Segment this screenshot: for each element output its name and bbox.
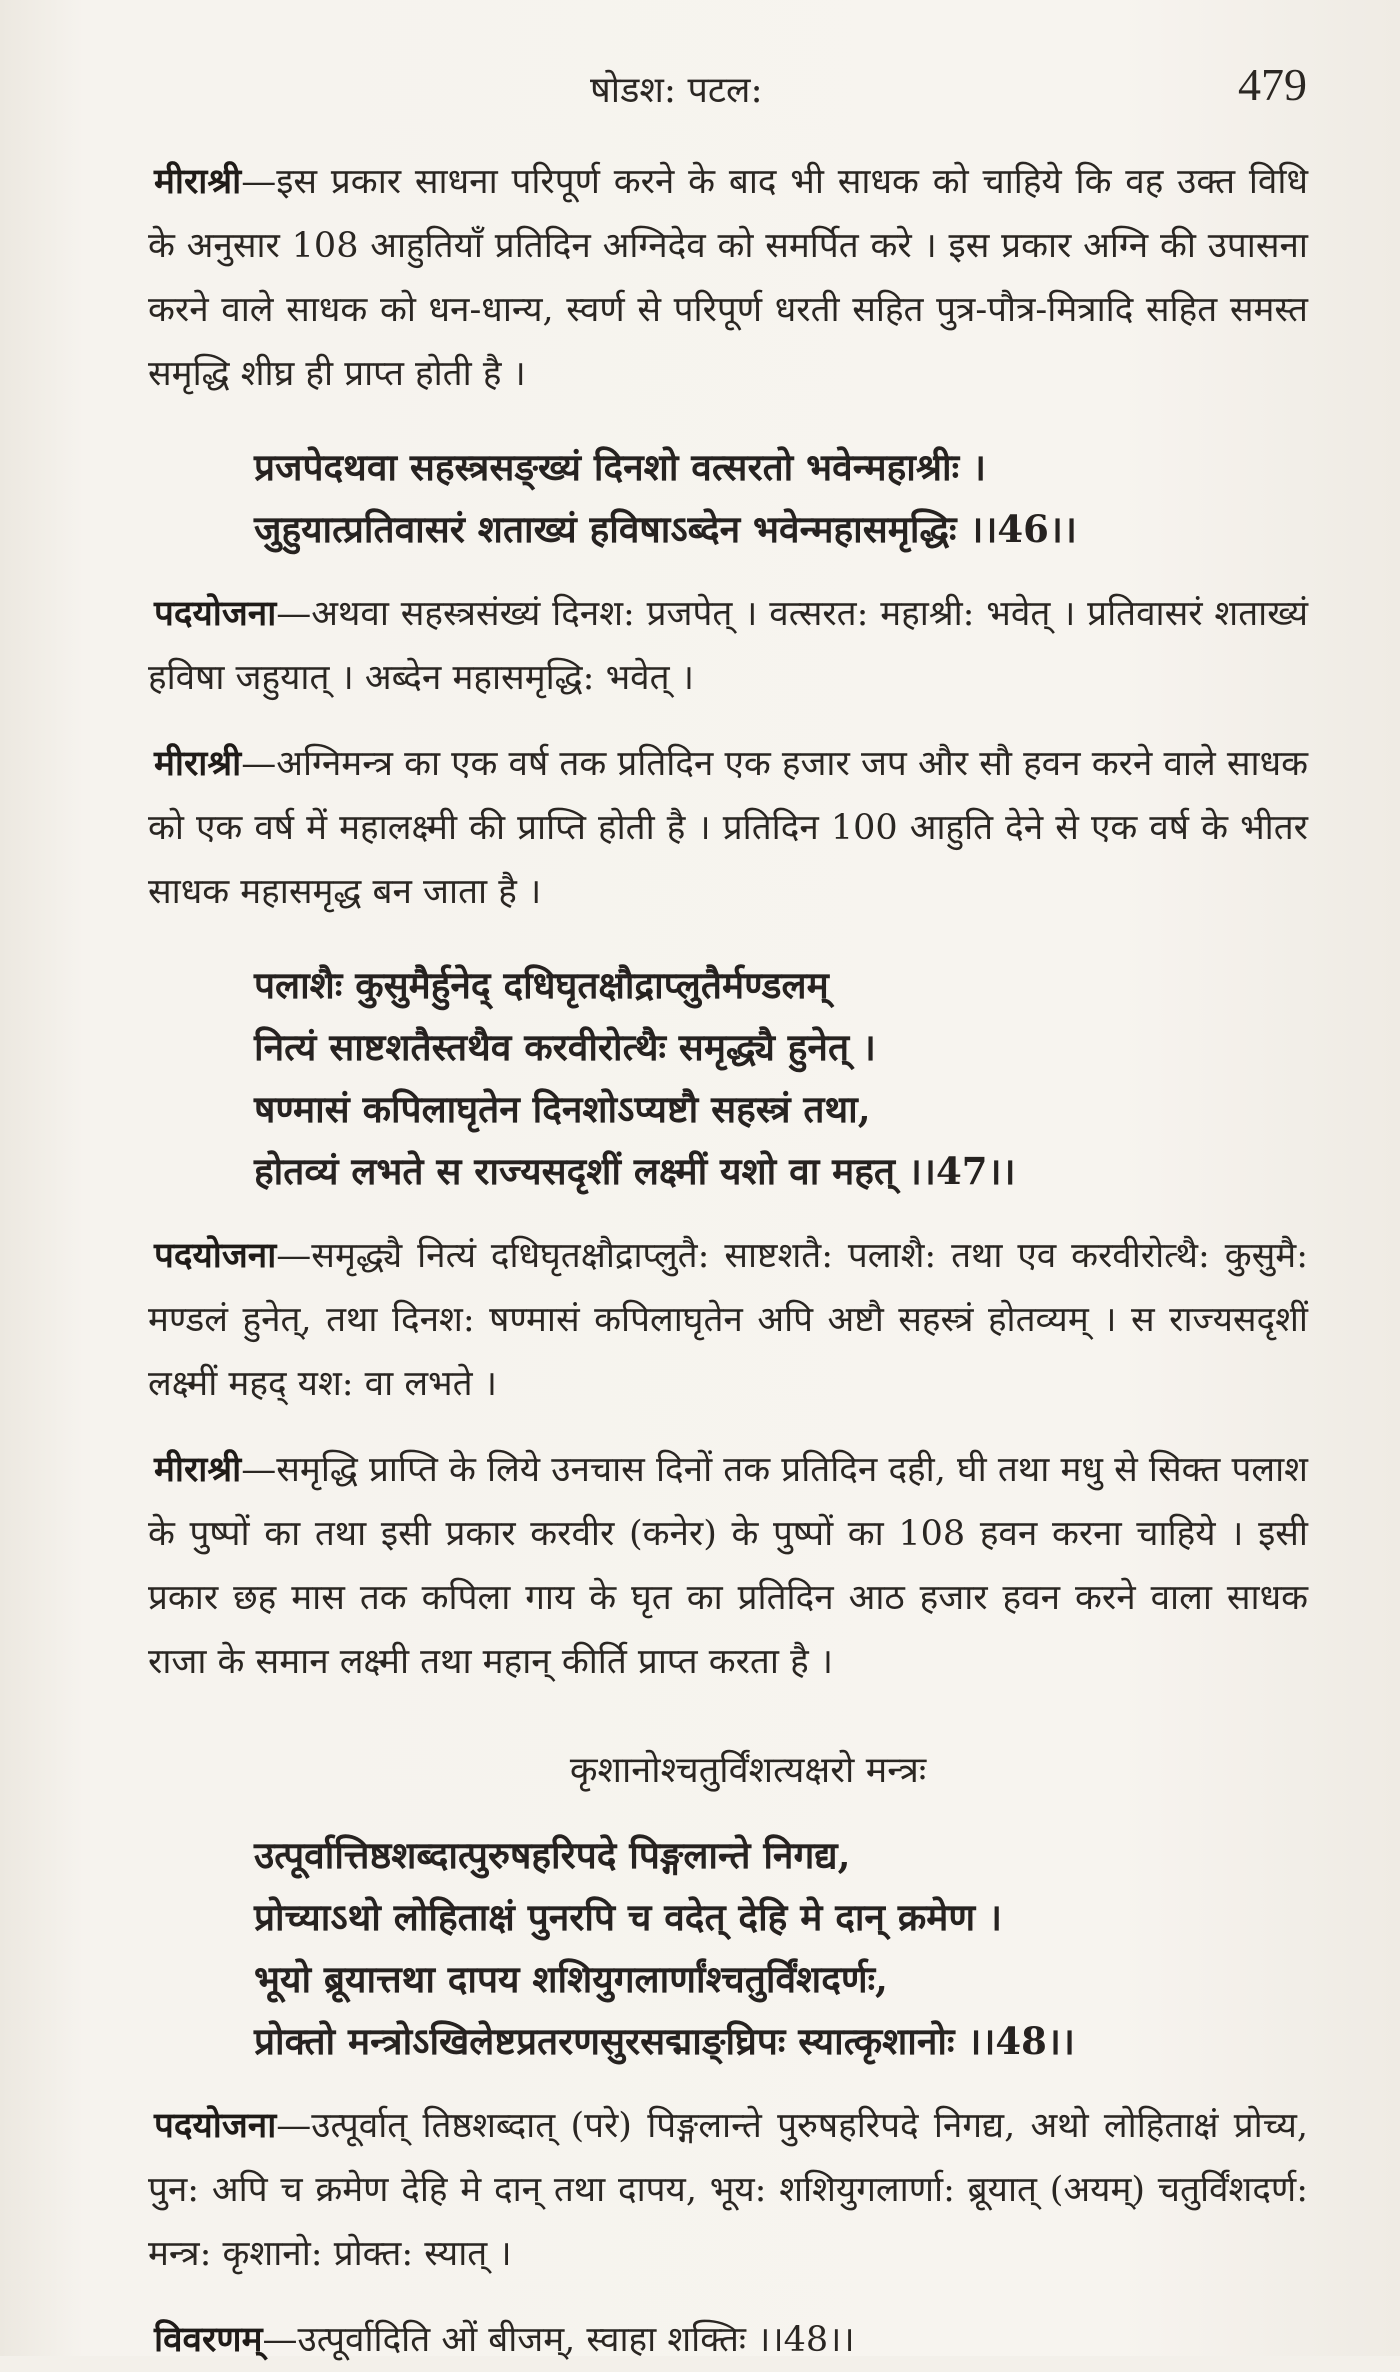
label-dash: — (276, 594, 312, 634)
paragraph-label: पदयोजना (154, 2105, 277, 2146)
verse-line: जुहुयात्प्रतिवासरं शताख्यं हविषाऽब्देन भवेन्महासमृद्धिः ।।46।। (254, 507, 1077, 551)
paragraph-text: समृद्धि प्राप्ति के लिये उनचास दिनों तक प्रतिदिन दही, घी तथा मधु से सिक्त पलाश के पुष्पों का तथा इसी प्रकार करवीर (कनेर) के पुष्पों का 108 हवन करना चाहिये । इसी प्रकार छह मास तक कपिला गाय के घृत का प्रतिदिन आठ हजार हवन करने वाला साधक राजा के समान लक्ष्मी तथा महान् कीर्ति प्राप्त करता है । (148, 1450, 1308, 1682)
paragraph-label: पदयोजना (154, 593, 277, 634)
paragraph-text: अथवा सहस्त्रसंख्यं दिनश: प्रजपेत् । वत्सरत: महाश्री: भवेत् । प्रतिवासरं शताख्यं हविषा जहुयात् । अब्देन महासमृद्धि: भवेत् । (148, 594, 1308, 698)
label-dash: — (241, 744, 277, 784)
verse-line: पलाशैः कुसुमैर्हुनेद् दधिघृतक्षौद्राप्लुतैर्मण्डलम् (254, 963, 829, 1007)
paragraph-text: इस प्रकार साधना परिपूर्ण करने के बाद भी साधक को चाहिये कि वह उक्त विधि के अनुसार 108 आहुतियाँ प्रतिदिन अग्निदेव को समर्पित करे । इस प्रकार अग्नि की उपासना करने वाले साधक को धन-धान्य, स्वर्ण से परिपूर्ण धरती सहित पुत्र-पौत्र-मित्रादि सहित समस्त समृद्धि शीघ्र ही प्राप्त होती है । (148, 162, 1308, 394)
paragraph-label: मीराश्री (154, 743, 242, 784)
verse-line: होतव्यं लभते स राज्यसदृशीं लक्ष्मीं यशो वा महत् ।।47।। (254, 1149, 1016, 1193)
verse-line: उत्पूर्वात्तिष्ठशब्दात्पुरुषहरिपदे पिङ्गलान्ते निगद्य, (254, 1833, 851, 1877)
paragraph-text: उत्पूर्वात् तिष्ठशब्दात् (परे) पिङ्गलान्ते पुरुषहरिपदे निगद्य, अथो लोहिताक्षं प्रोच्य, पुन: अपि च क्रमेण देहि मे दान् तथा दापय, भूय: शशियुगलार्णा: ब्रूयात् (अयम्) चतुर्विंशदर्ण: मन्त्र: कृशानो: प्रोक्त: स्यात् । (148, 2106, 1308, 2274)
commentary-paragraph (148, 732, 1308, 924)
chapter-title: षोडश: पटल: (590, 70, 763, 111)
explanation-paragraph (148, 2308, 1308, 2372)
word-order-paragraph (148, 2094, 1308, 2286)
label-dash: — (262, 2320, 298, 2360)
verse-block (148, 436, 1308, 560)
label-dash: — (276, 2106, 312, 2146)
word-order-paragraph (148, 1224, 1308, 1416)
label-dash: — (241, 162, 277, 202)
commentary-paragraph (148, 1438, 1308, 1694)
page-number: 479 (1238, 59, 1307, 110)
paragraph-label: मीराश्री (154, 1449, 242, 1490)
paragraph-text: समृद्ध्यै नित्यं दधिघृतक्षौद्राप्लुतै: साष्टशतै: पलाशै: तथा एव करवीरोत्थै: कुसुमै: मण्डलं हुनेत्, तथा दिनश: षण्मासं कपिलाघृतेन अपि अष्टौ सहस्त्रं होतव्यम् । स राज्यसदृशीं लक्ष्मीं महद् यश: वा लभते । (148, 1236, 1308, 1404)
paragraph-label: पदयोजना (154, 1235, 277, 1276)
page-body (148, 150, 1308, 2372)
verse-line: प्रोक्तो मन्त्रोऽखिलेष्टप्रतरणसुरसद्माङ्घ्रिपः स्यात्कृशानोः ।।48।। (254, 2019, 1075, 2063)
verse-line: नित्यं साष्टशतैस्तथैव करवीरोत्थैः समृद्ध्यै हुनेत् । (254, 1025, 876, 1069)
label-dash: — (276, 1236, 312, 1276)
commentary-paragraph (148, 150, 1308, 406)
paragraph-label: विवरणम् (154, 2319, 263, 2360)
paragraph-text: अग्निमन्त्र का एक वर्ष तक प्रतिदिन एक हजार जप और सौ हवन करने वाले साधक को एक वर्ष में महालक्ष्मी की प्राप्ति होती है । प्रतिदिन 100 आहुति देने से एक वर्ष के भीतर साधक महासमृद्ध बन जाता है । (148, 744, 1308, 912)
verse-block (148, 1824, 1308, 2072)
verse-line: प्रजपेदथवा सहस्त्रसङ्ख्यं दिनशो वत्सरतो भवेन्महाश्रीः । (254, 445, 986, 489)
page-header (0, 58, 1400, 118)
word-order-paragraph (148, 582, 1308, 710)
mantra-heading: कृशानोश्चतुर्विंशत्यक्षरो मन्त्रः (569, 1750, 927, 1791)
verse-line: भूयो ब्रूयात्तथा दापय शशियुगलार्णांश्चतुर्विंशदर्णः, (254, 1957, 888, 2001)
paragraph-text: उत्पूर्वादिति ओं बीजम्, स्वाहा शक्तिः ।।48।। (297, 2320, 855, 2360)
verse-line: षण्मासं कपिलाघृतेन दिनशोऽप्यष्टौ सहस्त्रं तथा, (254, 1087, 871, 1131)
verse-line: प्रोच्याऽथो लोहिताक्षं पुनरपि च वदेत् देहि मे दान् क्रमेण । (254, 1895, 1003, 1939)
paragraph-label: मीराश्री (154, 161, 242, 202)
verse-block (148, 954, 1308, 1202)
label-dash: — (241, 1450, 277, 1490)
